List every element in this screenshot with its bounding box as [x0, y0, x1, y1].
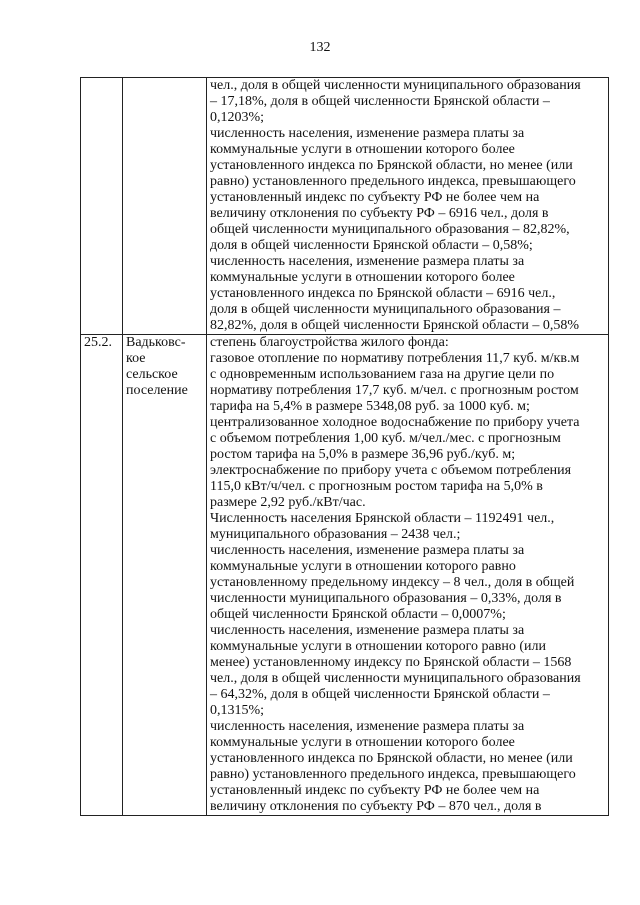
description-line: коммунальные услуги в отношении которого более — [210, 142, 515, 157]
description-line: установленный индекс по субъекту РФ не более чем на — [210, 190, 540, 205]
municipality-name-cell — [123, 335, 207, 816]
description-line: общей численности Брянской области – 0,0007%; — [210, 607, 506, 622]
description-line: общей численности муниципального образования – 82,82%, — [210, 222, 570, 237]
table-row — [81, 78, 609, 335]
description-line: равно) установленного предельного индекса, превышающего — [210, 767, 576, 782]
municipality-name-line: Вадьковс- — [126, 335, 186, 350]
description-line: Численность населения Брянской области – 1192491 чел., — [210, 511, 555, 526]
description-line: величину отклонения по субъекту РФ – 6916 чел., доля в — [210, 206, 549, 221]
description-line: 115,0 кВт/ч/чел. с прогнозным ростом тарифа на 5,0% в — [210, 479, 543, 494]
table-row — [81, 335, 609, 816]
description-line: численность населения, изменение размера платы за — [210, 623, 525, 638]
description-line: чел., доля в общей численности муниципального образования — [210, 78, 581, 93]
description-line: коммунальные услуги в отношении которого равно (или — [210, 639, 546, 654]
document-table — [80, 77, 609, 816]
page-number: 132 — [309, 40, 331, 55]
description-line: коммунальные услуги в отношении которого равно — [210, 559, 516, 574]
description-line: ростом тарифа на 5,0% в размере 36,96 руб./куб. м; — [210, 447, 516, 462]
municipality-name-line: поселение — [126, 383, 188, 398]
description-line: размере 2,92 руб./кВт/час. — [210, 495, 366, 510]
description-line: численность населения, изменение размера платы за — [210, 719, 525, 734]
description-line: установленный индекс по субъекту РФ не более чем на — [210, 783, 540, 798]
row-number-cell — [81, 335, 123, 816]
description-line: 0,1203%; — [210, 110, 265, 125]
description-line: с одновременным использованием газа на другие цели по — [210, 367, 555, 382]
description-line: 0,1315%; — [210, 703, 265, 718]
description-line: менее) установленному индексу по Брянской области – 1568 — [210, 655, 572, 670]
description-line: равно) установленного предельного индекса, превышающего — [210, 174, 576, 189]
description-line: установленного индекса по Брянской области, но менее (или — [210, 158, 573, 173]
description-line: величину отклонения по субъекту РФ – 870 чел., доля в — [210, 799, 542, 814]
description-line: муниципального образования – 2438 чел.; — [210, 527, 461, 542]
description-line: 82,82%, доля в общей численности Брянской области – 0,58% — [210, 318, 580, 333]
row-number-cell — [81, 78, 123, 335]
description-line: установленного индекса по Брянской области, но менее (или — [210, 751, 573, 766]
description-line: доля в общей численности муниципального образования – — [210, 302, 561, 317]
description-line: электроснабжение по прибору учета с объемом потребления — [210, 463, 572, 478]
municipality-name-line: сельское — [126, 367, 178, 382]
description-line: численность населения, изменение размера платы за — [210, 126, 525, 141]
description-line: доля в общей численности Брянской области – 0,58%; — [210, 238, 533, 253]
description-line: степень благоустройства жилого фонда: — [210, 335, 449, 350]
description-line: газовое отопление по нормативу потребления 11,7 куб. м/кв.м — [210, 351, 580, 366]
description-cell — [207, 78, 609, 335]
municipality-name-line: кое — [126, 351, 146, 366]
description-line: установленному предельному индексу – 8 чел., доля в общей — [210, 575, 575, 590]
description-line: – 64,32%, доля в общей численности Брянской области – — [210, 687, 550, 702]
description-line: тарифа на 5,4% в размере 5348,08 руб. за 1000 куб. м; — [210, 399, 530, 414]
description-line: – 17,18%, доля в общей численности Брянской области – — [210, 94, 550, 109]
description-line: чел., доля в общей численности муниципального образования — [210, 671, 581, 686]
description-cell — [207, 335, 609, 816]
row-number: 25.2. — [84, 335, 112, 350]
description-line: численность населения, изменение размера платы за — [210, 543, 525, 558]
description-line: с объемом потребления 1,00 куб. м/чел./мес. с прогнозным — [210, 431, 561, 446]
description-line: коммунальные услуги в отношении которого более — [210, 270, 515, 285]
description-line: установленного индекса по Брянской области – 6916 чел., — [210, 286, 556, 301]
description-line: численности муниципального образования – 0,33%, доля в — [210, 591, 562, 606]
municipality-name-cell — [123, 78, 207, 335]
description-line: централизованное холодное водоснабжение по прибору учета — [210, 415, 580, 430]
description-line: коммунальные услуги в отношении которого более — [210, 735, 515, 750]
description-line: нормативу потребления 17,7 куб. м/чел. с прогнозным ростом — [210, 383, 579, 398]
description-line: численность населения, изменение размера платы за — [210, 254, 525, 269]
